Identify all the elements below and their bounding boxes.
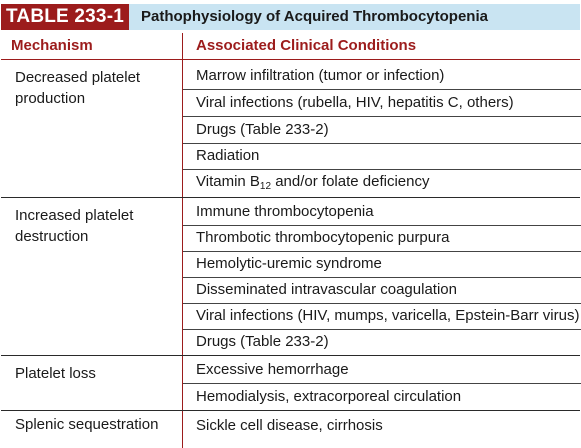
vitamin-text-post: and/or folate deficiency (271, 173, 430, 190)
table-title-bar (1, 4, 580, 30)
condition-item: Hemodialysis, extracorporeal circulation (196, 388, 462, 405)
table-row-group (1, 199, 580, 356)
condition-item: Thrombotic thrombocytopenic purpura (196, 229, 450, 246)
condition-item: Immune thrombocytopenia (196, 203, 374, 220)
condition-item: Radiation (196, 147, 260, 164)
table-number-label: TABLE 233-1 (1, 4, 129, 30)
condition-item: Viral infections (HIV, mumps, varicella, Epstein-Barr virus) (196, 307, 580, 324)
mechanism-cell: Decreased platelet production (15, 69, 141, 107)
condition-item: Hemolytic-uremic syndrome (196, 255, 382, 272)
condition-item: Viral infections (rubella, HIV, hepatitis C, others) (196, 94, 514, 111)
column-header-mechanism: Mechanism (11, 37, 93, 54)
table-header-row (1, 33, 580, 60)
condition-item: Marrow infiltration (tumor or infection) (196, 67, 445, 84)
table-row-group (1, 357, 580, 411)
condition-item: Drugs (Table 233-2) (196, 333, 329, 350)
table-title: Pathophysiology of Acquired Thrombocytopenia (141, 8, 488, 25)
condition-item: Drugs (Table 233-2) (196, 121, 329, 138)
table-row-group (1, 412, 580, 442)
vitamin-subscript: 12 (259, 181, 272, 192)
vitamin-text-pre: Vitamin B (196, 173, 260, 190)
condition-item: Disseminated intravascular coagulation (196, 281, 457, 298)
condition-item: Sickle cell disease, cirrhosis (196, 417, 383, 434)
table-row-group (1, 61, 580, 198)
column-header-conditions: Associated Clinical Conditions (196, 37, 417, 54)
mechanism-cell: Platelet loss (15, 365, 96, 382)
mechanism-cell: Increased platelet destruction (15, 207, 134, 245)
condition-item: Excessive hemorrhage (196, 361, 349, 378)
condition-item-vitamin (196, 169, 429, 195)
mechanism-cell: Splenic sequestration (15, 416, 159, 433)
